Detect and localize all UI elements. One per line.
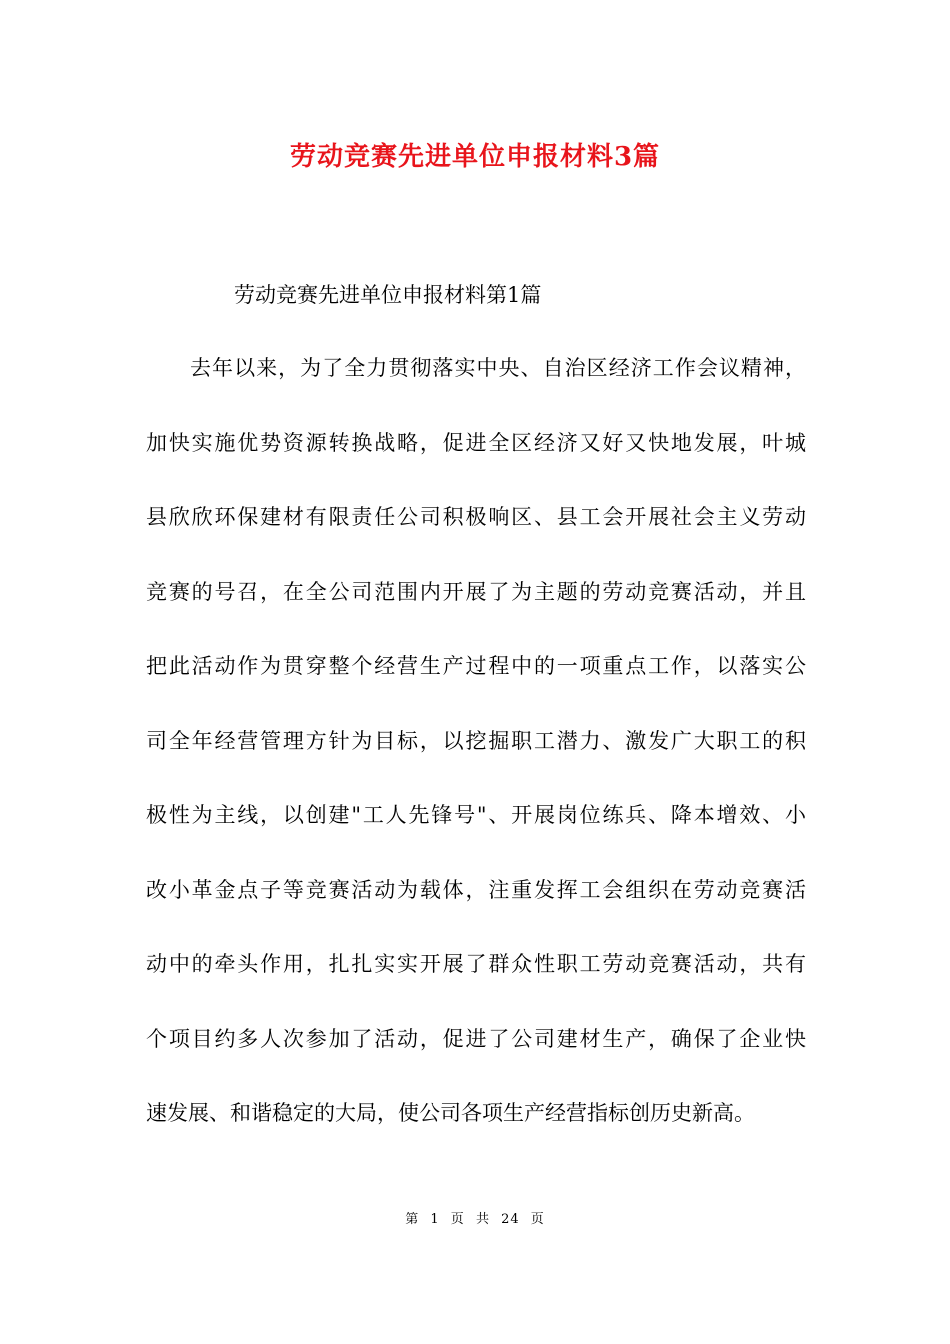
total-pages-number: 24 <box>501 1212 520 1227</box>
paragraph-line: 极性为主线，以创建"工人先锋号"、开展岗位练兵、降本增效、小 <box>146 803 806 827</box>
current-page-number: 1 <box>430 1212 440 1227</box>
footer-page-word: 页 <box>450 1212 465 1227</box>
paragraph-line: 去年以来，为了全力贯彻落实中央、自治区经济工作会议精神， <box>190 356 806 380</box>
section-heading: 劳动竞赛先进单位申报材料第1篇 <box>234 283 542 307</box>
paragraph-line: 把此活动作为贯穿整个经营生产过程中的一项重点工作，以落实公 <box>146 654 806 678</box>
paragraph-line: 加快实施优势资源转换战略，促进全区经济又好又快地发展，叶城 <box>146 430 806 455</box>
paragraph-line: 竞赛的号召，在全公司范围内开展了为主题的劳动竞赛活动，并且 <box>146 579 806 604</box>
footer-total-word: 共 <box>475 1212 490 1227</box>
paragraph-line: 司全年经营管理方针为目标，以挖掘职工潜力、激发广大职工的积 <box>146 728 806 753</box>
footer-suffix: 页 <box>530 1212 545 1227</box>
body-paragraph <box>146 348 806 1168</box>
document-title: 劳动竞赛先进单位申报材料3篇 <box>289 142 661 172</box>
paragraph-line: 改小革金点子等竞赛活动为载体，注重发挥工会组织在劳动竞赛活 <box>146 877 806 902</box>
paragraph-line: 动中的牵头作用，扎扎实实开展了群众性职工劳动竞赛活动，共有 <box>146 952 806 976</box>
paragraph-line: 县欣欣环保建材有限责任公司积极响区、县工会开展社会主义劳动 <box>146 505 806 529</box>
page-footer <box>0 1208 950 1227</box>
paragraph-line: 速发展、和谐稳定的大局，使公司各项生产经营指标创历史新高。 <box>146 1101 755 1125</box>
paragraph-line: 个项目约多人次参加了活动，促进了公司建材生产，确保了企业快 <box>146 1026 806 1051</box>
footer-prefix: 第 <box>405 1212 420 1227</box>
